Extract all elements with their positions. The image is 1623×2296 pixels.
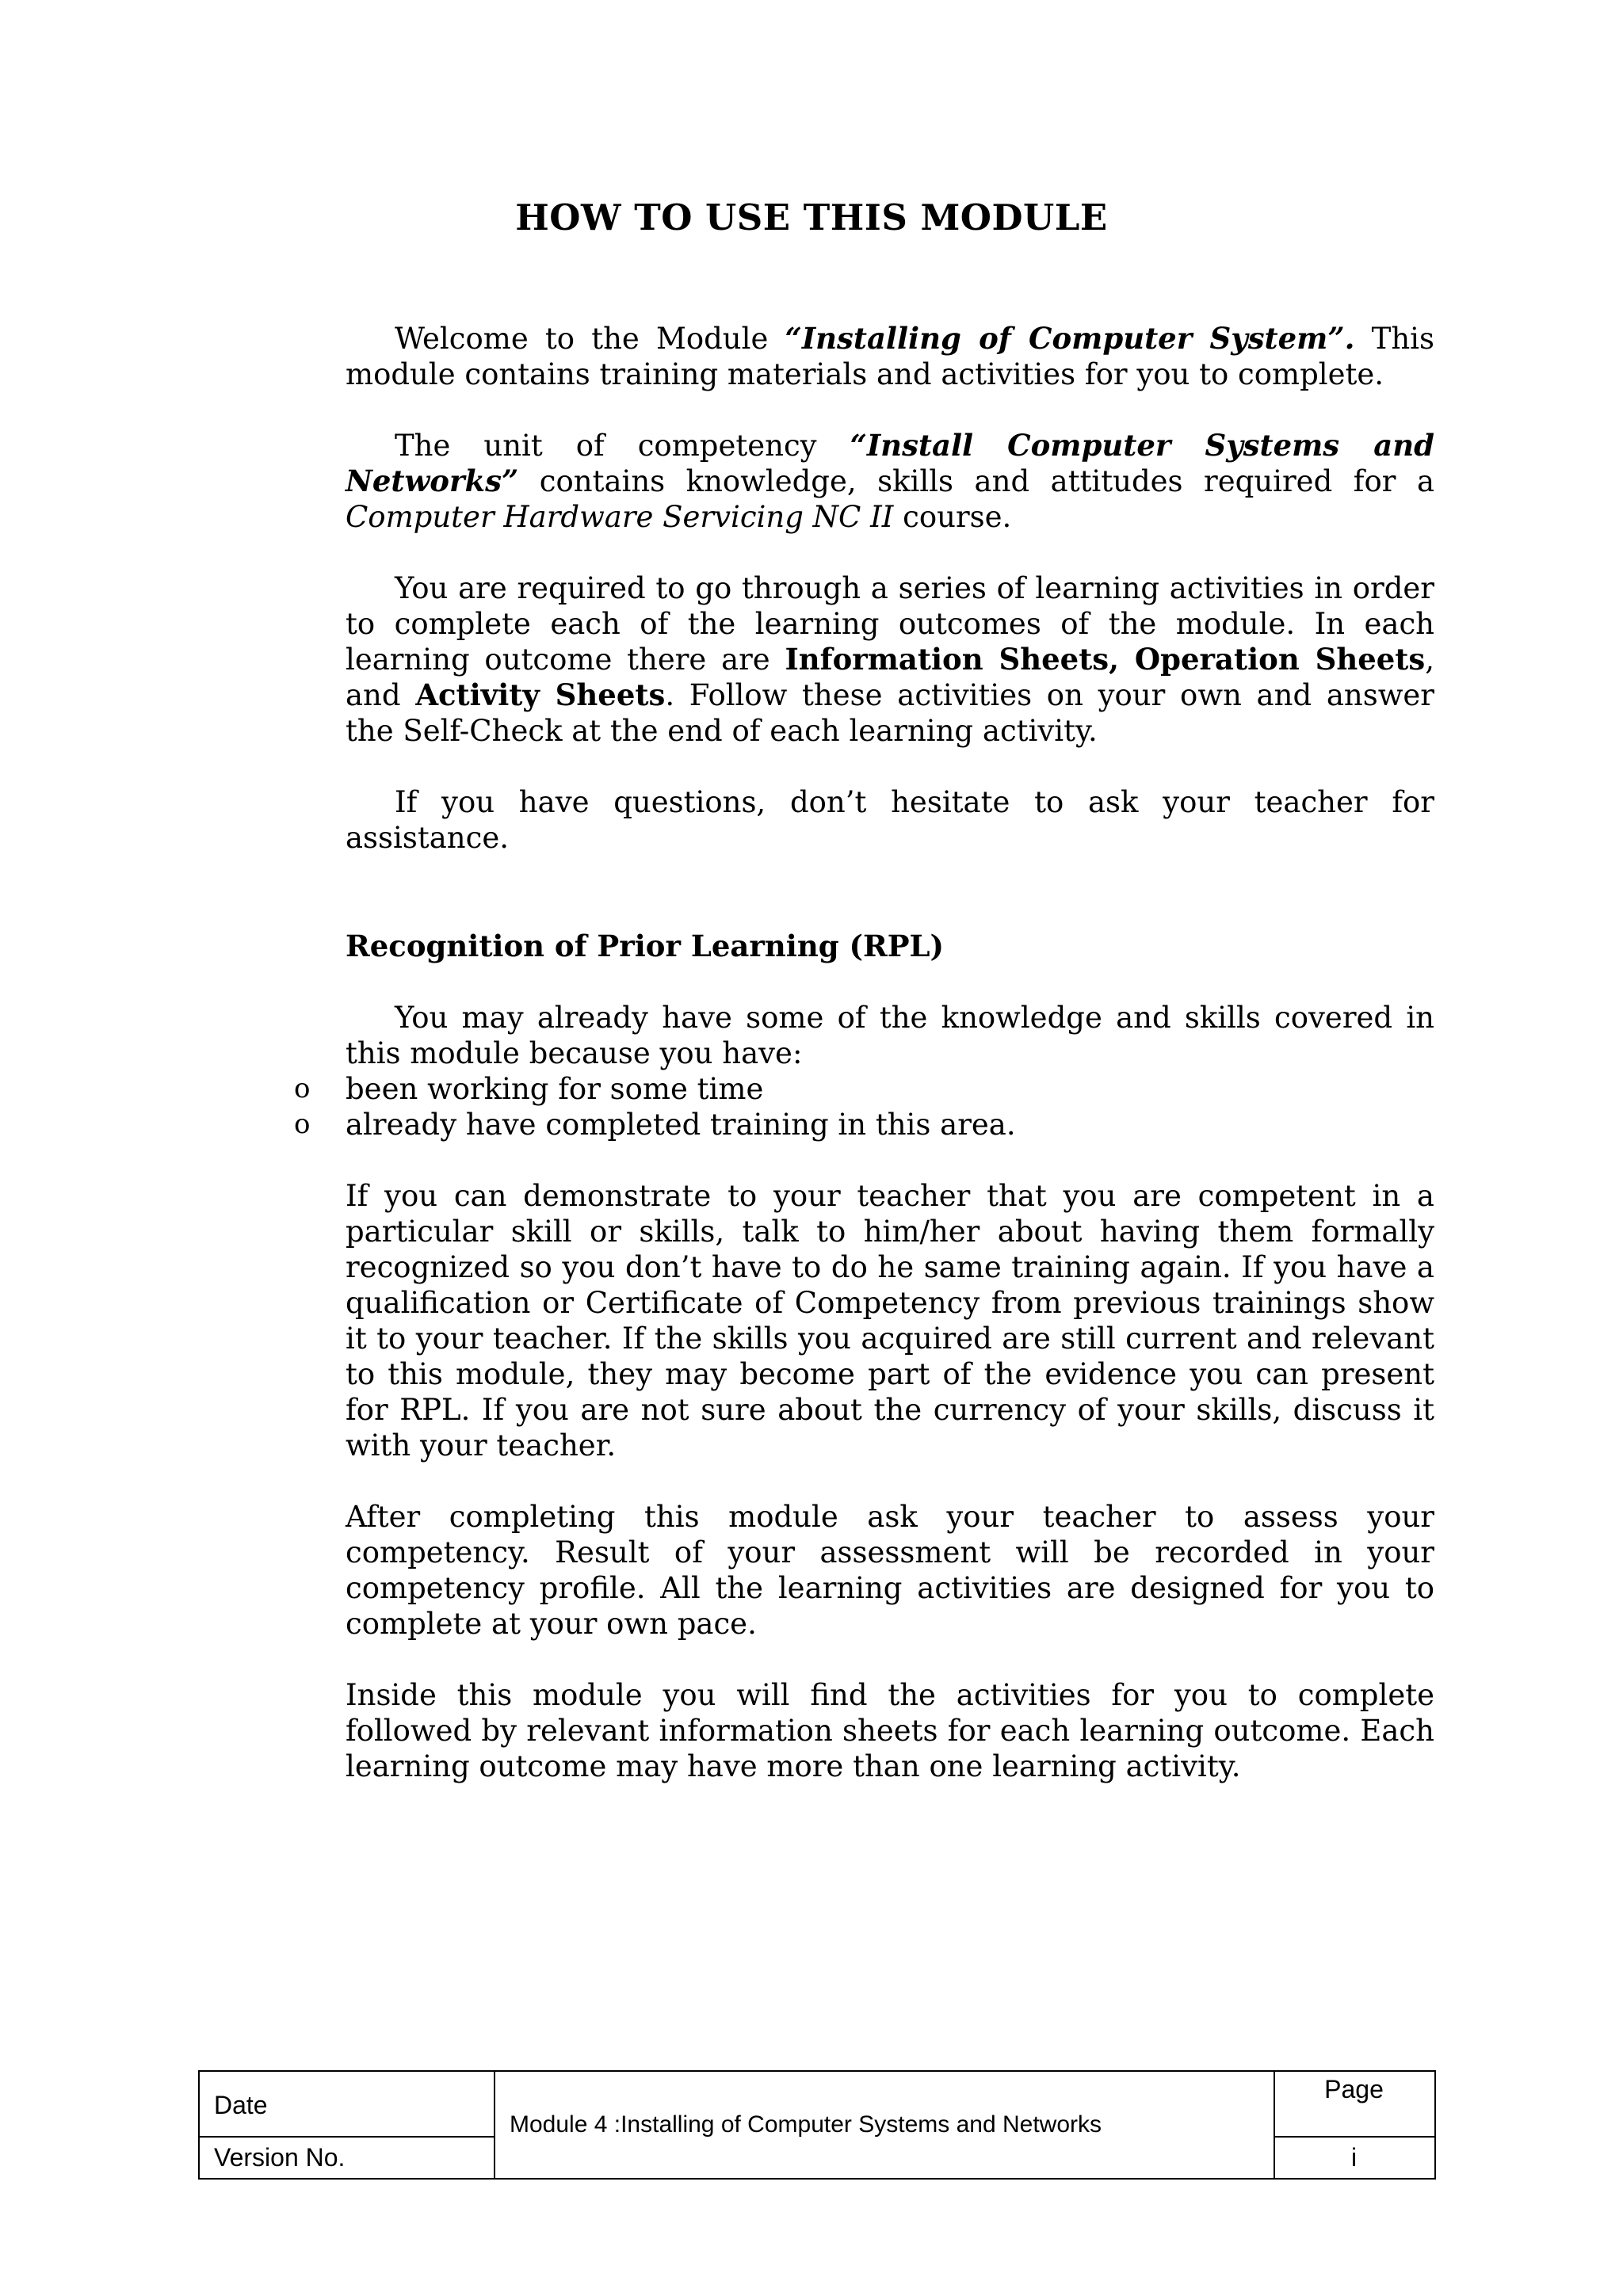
page-label: Page (1324, 2075, 1384, 2103)
unit-text-start: The unit of competency (395, 429, 850, 463)
unit-paragraph (346, 428, 1434, 535)
rpl-heading: Recognition of Prior Learning (RPL) (346, 929, 945, 963)
table-divider (494, 2072, 495, 2178)
document-body (294, 321, 1434, 1784)
list-item (294, 1107, 1434, 1142)
welcome-text-end: This module contains training materials and activities for you to complete. (346, 322, 1434, 391)
page-number: i (1350, 2143, 1358, 2172)
rpl-bullet-list (294, 1071, 1434, 1142)
version-label: Version No. (214, 2143, 346, 2172)
rpl-evidence-paragraph: If you can demonstrate to your teacher that you are competent in a particular skill or skills, talk to him/her about having them formally recognized so you don’t have to do he same training again. If you have a qualification or Certificate of Competency from previous trainings show it to your teacher. If the skills you acquired are still current and relevant to this module, they may become part of the evidence you can present for RPL. If you are not sure about the currency of your skills, discuss it with your teacher. (346, 1179, 1434, 1463)
assessment-paragraph: After completing this module ask your teacher to assess your competency. Result of your assessment will be recorded in your competency profile. All the learning activities are designed for you to complete at your own pace. (346, 1500, 1434, 1641)
course-name: Computer Hardware Servicing NC II (346, 500, 894, 534)
table-divider (200, 2136, 494, 2138)
module-name: “Installing of Computer System”. (785, 321, 1355, 356)
bullet-icon: o (294, 1108, 311, 1140)
module-contents-paragraph: Inside this module you will find the activities for you to complete followed by relevant information sheets for each learning outcome. Each learning outcome may have more than one learning activity. (346, 1678, 1434, 1783)
questions-paragraph: If you have questions, don’t hesitate to ask your teacher for assistance. (346, 785, 1434, 855)
unit-text-mid: contains knowledge, skills and attitudes required for a (518, 464, 1434, 498)
activity-sheets-bold: Activity Sheets (415, 677, 666, 712)
unit-text-end: course. (893, 500, 1012, 534)
unit-name: “Install Computer Systems and Networks” (346, 428, 1434, 498)
activities-text-end: . Follow these activities on your own and answer the Self-Check at the end of each learning activity. (346, 678, 1434, 748)
page-title: HOW TO USE THIS MODULE (515, 196, 1108, 238)
list-item (294, 1071, 1434, 1107)
activities-text-mid: , and (346, 643, 1434, 712)
list-item-text: already have completed training in this area. (346, 1108, 1016, 1142)
welcome-text-start: Welcome to the Module (395, 322, 785, 356)
activities-text-start: You are required to go through a series of learning activities in order to complete each of the learning outcomes of the module. In each learning outcome there are (346, 571, 1434, 677)
bullet-icon: o (294, 1073, 311, 1104)
list-item-text: been working for some time (346, 1072, 764, 1106)
date-label: Date (214, 2091, 268, 2119)
module-label: Module 4 :Installing of Computer Systems and Networks (510, 2111, 1102, 2138)
footer-table (198, 2070, 1436, 2180)
rpl-lead-paragraph: You may already have some of the knowledge and skills covered in this module because you have: (346, 1001, 1434, 1070)
sheet-types-bold: Information Sheets, Operation Sheets (785, 642, 1426, 677)
table-divider (1274, 2136, 1434, 2138)
welcome-paragraph (346, 321, 1434, 392)
activities-paragraph (346, 570, 1434, 749)
